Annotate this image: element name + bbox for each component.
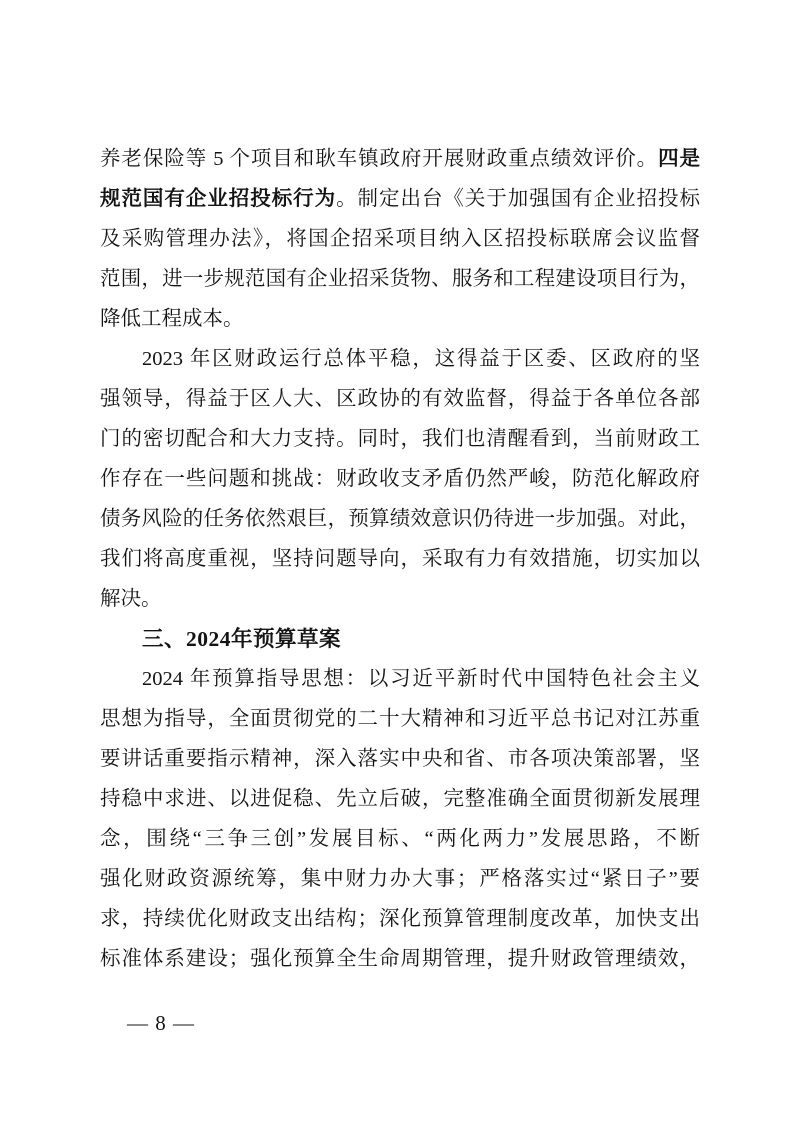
emphasized-text: 四是 [658, 148, 701, 170]
section-heading-2024-budget-draft [100, 619, 700, 659]
body-text: 求，持续优化财政支出结构；深化预算管理制度改革，加快支出 [100, 908, 700, 930]
text-line [100, 219, 700, 259]
text-line [100, 819, 700, 859]
paragraph-2023-review [100, 339, 700, 619]
body-text: 范围，进一步规范国有企业招采货物、服务和工程建设项目行为， [100, 268, 700, 290]
text-line [100, 499, 700, 539]
text-line [100, 739, 700, 779]
text-line [100, 539, 700, 579]
text-line [100, 299, 700, 339]
body-text: 标准体系建设；强化预算全生命周期管理，提升财政管理绩效， [100, 948, 700, 970]
text-line [100, 379, 700, 419]
body-text: 门的密切配合和大力支持。同时，我们也清醒看到，当前财政工 [100, 428, 700, 450]
body-text: 降低工程成本。 [100, 308, 244, 330]
text-line [100, 459, 700, 499]
section-heading-line [100, 619, 700, 659]
body-text: 强化财政资源统筹，集中财力办大事；严格落实过“紧日子”要 [100, 868, 700, 890]
body-text: 养老保险等 5 个项目和耿车镇政府开展财政重点绩效评价。 [100, 148, 659, 170]
text-line [100, 139, 700, 179]
body-text: 强领导，得益于区人大、区政协的有效监督，得益于各单位各部 [100, 388, 700, 410]
text-line [100, 699, 700, 739]
text-line [100, 779, 700, 819]
body-text: 债务风险的任务依然艰巨，预算绩效意识仍待进一步加强。对此， [100, 508, 700, 530]
text-line [100, 579, 700, 619]
body-text: 及采购管理办法》，将国企招采项目纳入区招投标联席会议监督 [100, 228, 700, 250]
document-body [100, 139, 700, 979]
body-text: 持稳中求进、以进促稳、先立后破，完整准确全面贯彻新发展理 [100, 788, 700, 810]
text-line [100, 899, 700, 939]
body-text: 要讲话重要指示精神，深入落实中央和省、市各项决策部署，坚 [100, 748, 700, 770]
body-text: 2023 年区财政运行总体平稳，这得益于区委、区政府的坚 [142, 348, 700, 370]
body-text: 念，围绕“三争三创”发展目标、“两化两力”发展思路，不断 [100, 828, 700, 850]
body-text: 解决。 [100, 588, 162, 610]
paragraph-performance-evaluation [100, 139, 700, 339]
body-text: 思想为指导，全面贯彻党的二十大精神和习近平总书记对江苏重 [100, 708, 700, 730]
text-line [100, 659, 700, 699]
body-text: 作存在一些问题和挑战：财政收支矛盾仍然严峻，防范化解政府 [100, 468, 700, 490]
page-number: — 8 — [127, 1011, 195, 1035]
text-line [100, 179, 700, 219]
text-line [100, 419, 700, 459]
body-text: 。制定出台《关于加强国有企业招投标 [336, 188, 701, 210]
body-text: 我们将高度重视，坚持问题导向，采取有力有效措施，切实加以 [100, 548, 700, 570]
emphasized-text: 三、2024年预算草案 [142, 627, 342, 651]
paragraph-2024-guiding-ideology [100, 659, 700, 979]
body-text: 2024 年预算指导思想：以习近平新时代中国特色社会主义 [142, 668, 700, 690]
emphasized-text: 规范国有企业招投标行为 [100, 188, 337, 210]
text-line [100, 259, 700, 299]
text-line [100, 339, 700, 379]
text-line [100, 859, 700, 899]
text-line [100, 939, 700, 979]
